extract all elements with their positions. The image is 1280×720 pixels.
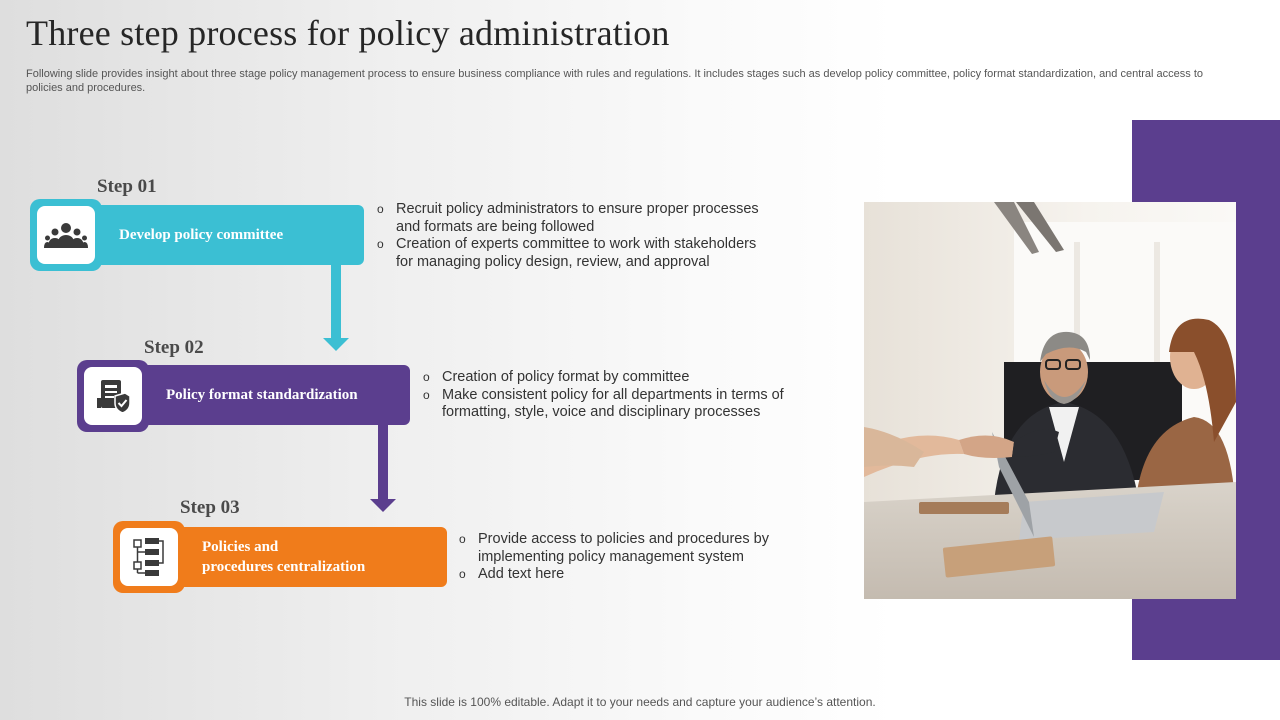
step-01-icon-box — [30, 199, 102, 271]
list-item: o Creation of policy format by committee — [423, 369, 803, 387]
step-01-bar — [66, 205, 364, 265]
step-01-bullets — [377, 201, 777, 271]
step-01-label: Step 01 — [97, 176, 157, 197]
step-03-title-line2: procedures centralization — [202, 559, 366, 575]
step-03-title-line1: Policies and — [202, 539, 279, 555]
hierarchy-folders-icon — [132, 537, 166, 577]
arrow-down-icon — [369, 423, 397, 513]
document-shield-icon — [95, 378, 131, 414]
step-02-bullets — [423, 369, 803, 422]
slide-subtitle: Following slide provides insight about three stage policy management process to ensure business compliance with rules and regulations. It includes stages such as develop policy committee, policy format standardization, and central access to policies and procedures. — [26, 68, 1204, 94]
slide-title: Three step process for policy administration — [26, 13, 670, 53]
list-item: o Creation of experts committee to work with stakeholders for managing policy design, review, and approval — [377, 236, 777, 271]
step-03-bullets — [459, 531, 789, 584]
list-item: o Make consistent policy for all departments in terms of formatting, style, voice and disciplinary processes — [423, 387, 803, 422]
step-02-bar — [112, 365, 410, 425]
step-02-label: Step 02 — [144, 337, 204, 358]
step-02-title: Policy format standardization — [166, 387, 358, 403]
step-03-bar — [148, 527, 447, 587]
step-03-label: Step 03 — [180, 497, 240, 518]
business-meeting-photo — [864, 202, 1236, 599]
step-03-icon-box — [113, 521, 185, 593]
step-02-icon-box — [77, 360, 149, 432]
step-03-title — [202, 537, 365, 577]
arrow-down-icon — [322, 262, 350, 352]
people-group-icon — [44, 222, 88, 248]
list-item: o Recruit policy administrators to ensure proper processes and formats are being followed — [377, 201, 777, 236]
slide-footer: This slide is 100% editable. Adapt it to your needs and capture your audience’s attention. — [404, 695, 876, 709]
list-item: o Provide access to policies and procedures by implementing policy management system — [459, 531, 789, 566]
step-01-title: Develop policy committee — [119, 227, 284, 243]
list-item: o Add text here — [459, 566, 789, 584]
